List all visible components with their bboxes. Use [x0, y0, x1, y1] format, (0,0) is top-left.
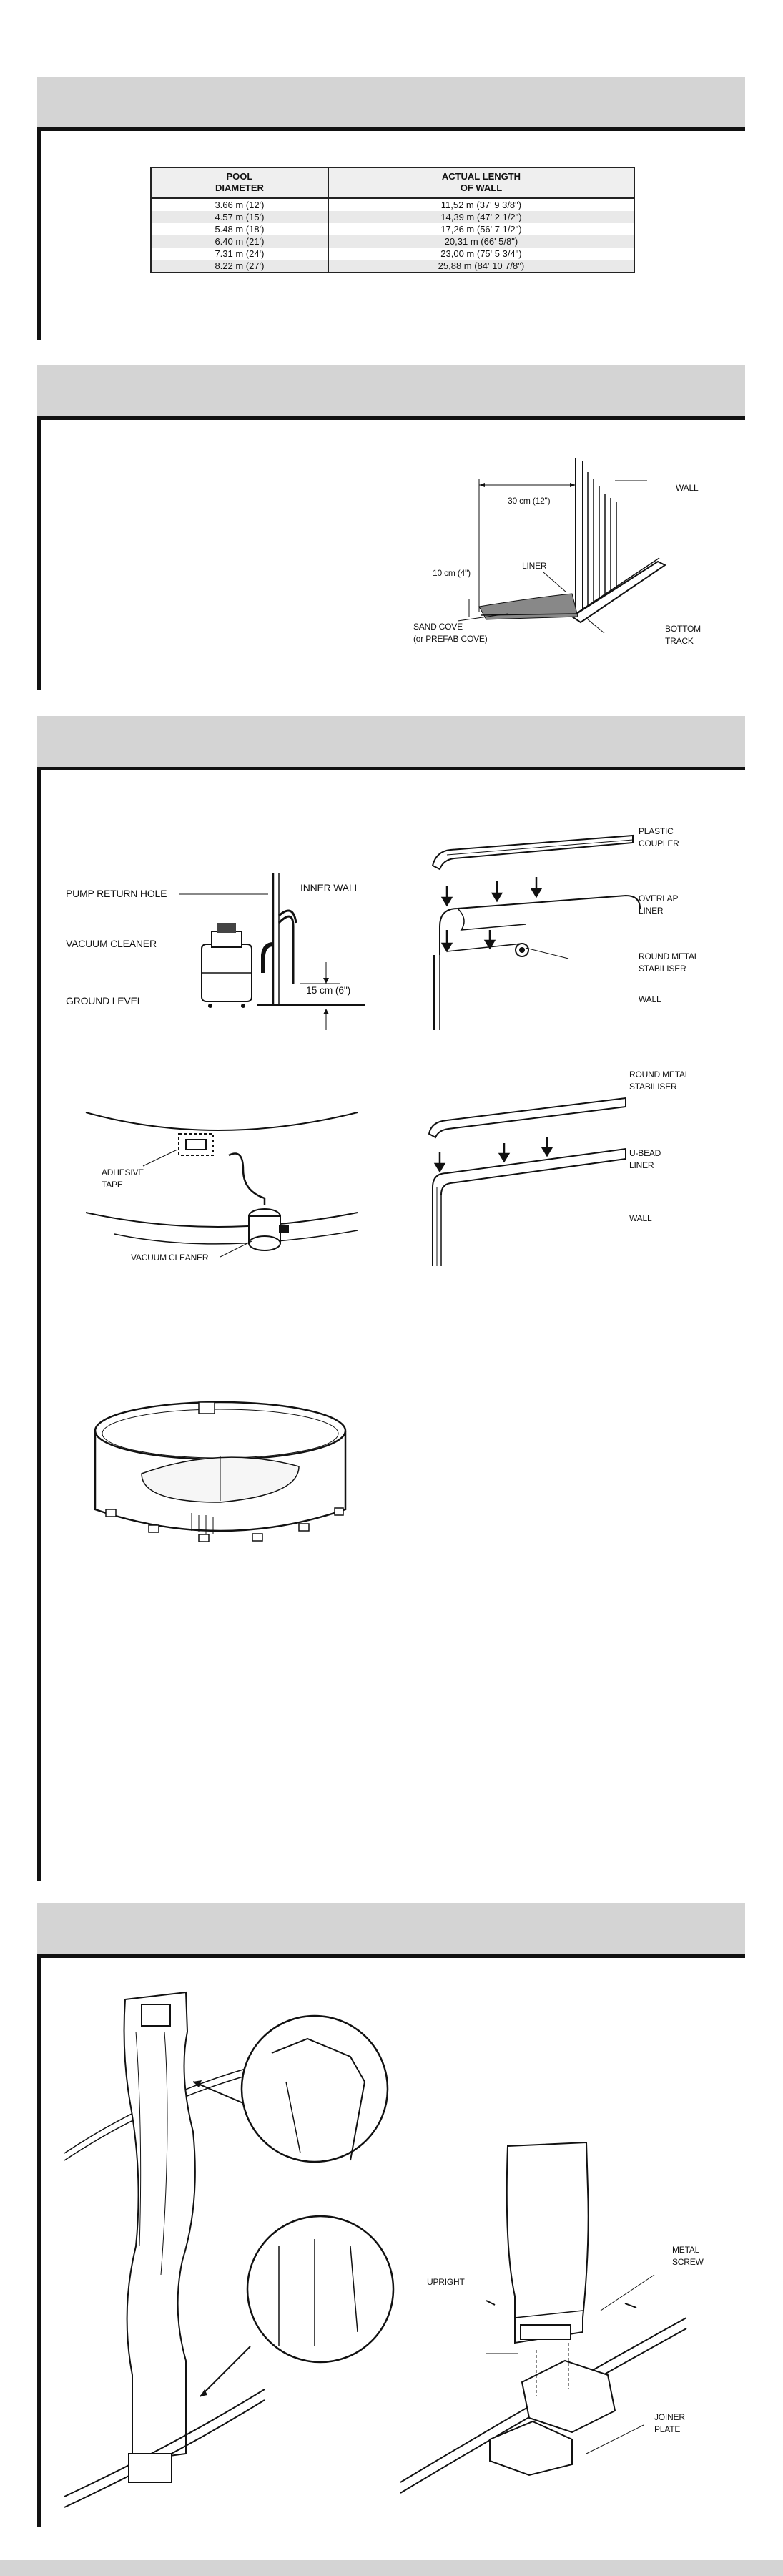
cell-diameter: 6.40 m (21') — [151, 235, 328, 248]
cell-length: 23,00 m (75' 5 3/4") — [328, 248, 634, 260]
label-u-bead-liner: LINER — [629, 1160, 654, 1170]
header-pool-diameter: POOL DIAMETER — [151, 167, 328, 198]
label-prefab-cove: (or PREFAB COVE) — [413, 634, 488, 644]
pump-leader — [179, 894, 272, 901]
cell-length: 20,31 m (66' 5/8") — [328, 235, 634, 248]
pool-with-liner-drawing — [84, 1388, 356, 1574]
label-wall-ubead: WALL — [629, 1213, 652, 1223]
label-stabiliser-1: STABILISER — [639, 964, 686, 974]
label-joiner: JOINER — [654, 2412, 685, 2422]
cell-diameter: 8.22 m (27') — [151, 260, 328, 273]
label-vacuum-cleaner: VACUUM CLEANER — [66, 938, 157, 949]
label-ground-level: GROUND LEVEL — [66, 995, 143, 1007]
label-vacuum-cleaner-2: VACUUM CLEANER — [131, 1253, 209, 1263]
table-row — [151, 235, 634, 248]
cell-length: 25,88 m (84' 10 7/8") — [328, 260, 634, 273]
label-round-metal-2: ROUND METAL — [629, 1069, 690, 1079]
label-inner-wall: INNER WALL — [300, 882, 360, 893]
label-u-bead: U-BEAD — [629, 1148, 661, 1158]
label-coupler: COUPLER — [639, 838, 679, 848]
label-adhesive: ADHESIVE — [102, 1167, 144, 1177]
cell-length: 11,52 m (37' 9 3/8") — [328, 198, 634, 211]
label-upright: UPRIGHT — [427, 2277, 465, 2287]
section-header-1 — [37, 77, 745, 129]
label-tape: TAPE — [102, 1180, 123, 1190]
cell-diameter: 7.31 m (24') — [151, 248, 328, 260]
label-round-metal-1: ROUND METAL — [639, 951, 699, 961]
label-track: TRACK — [665, 636, 694, 646]
cell-diameter: 4.57 m (15') — [151, 211, 328, 223]
upright-joiner-plate-drawing — [400, 2139, 729, 2511]
label-overlap-liner: LINER — [639, 906, 664, 916]
label-sand-cove: SAND COVE — [413, 622, 463, 632]
cell-diameter: 3.66 m (12') — [151, 198, 328, 211]
cell-diameter: 5.48 m (18') — [151, 223, 328, 235]
u-bead-liner-diagram — [418, 1066, 633, 1273]
table-row — [151, 211, 634, 223]
label-15cm: 15 cm (6") — [306, 984, 351, 996]
table-header-row — [151, 167, 634, 198]
label-stabiliser-2: STABILISER — [629, 1082, 677, 1092]
table-row — [151, 248, 634, 260]
label-pump-return-hole: PUMP RETURN HOLE — [66, 888, 167, 899]
overlap-liner-diagram — [418, 830, 633, 1037]
cell-length: 17,26 m (56' 7 1/2") — [328, 223, 634, 235]
adhesive-tape-diagram — [72, 1098, 372, 1327]
label-liner: LINER — [522, 561, 547, 571]
cell-length: 14,39 m (47' 2 1/2") — [328, 211, 634, 223]
label-plate: PLATE — [654, 2424, 681, 2434]
label-overlap: OVERLAP — [639, 893, 679, 903]
section-header-4 — [37, 1903, 745, 1956]
table-row — [151, 198, 634, 211]
label-10cm: 10 cm (4") — [433, 568, 471, 578]
section-header-2 — [37, 365, 745, 418]
label-wall-overlap: WALL — [639, 994, 661, 1004]
label-bottom: BOTTOM — [665, 624, 701, 634]
label-wall: WALL — [676, 483, 699, 493]
label-metal: METAL — [672, 2245, 700, 2255]
label-30cm: 30 cm (12") — [508, 496, 551, 506]
footer-band — [0, 2560, 783, 2576]
table-row — [151, 223, 634, 235]
upright-detail-drawing — [64, 1989, 393, 2518]
header-actual-length: ACTUAL LENGTH OF WALL — [328, 167, 634, 198]
pool-wall-length-table — [150, 167, 635, 273]
section-header-3 — [37, 716, 745, 769]
label-screw: SCREW — [672, 2257, 704, 2267]
label-plastic: PLASTIC — [639, 826, 674, 836]
table-row — [151, 260, 634, 273]
